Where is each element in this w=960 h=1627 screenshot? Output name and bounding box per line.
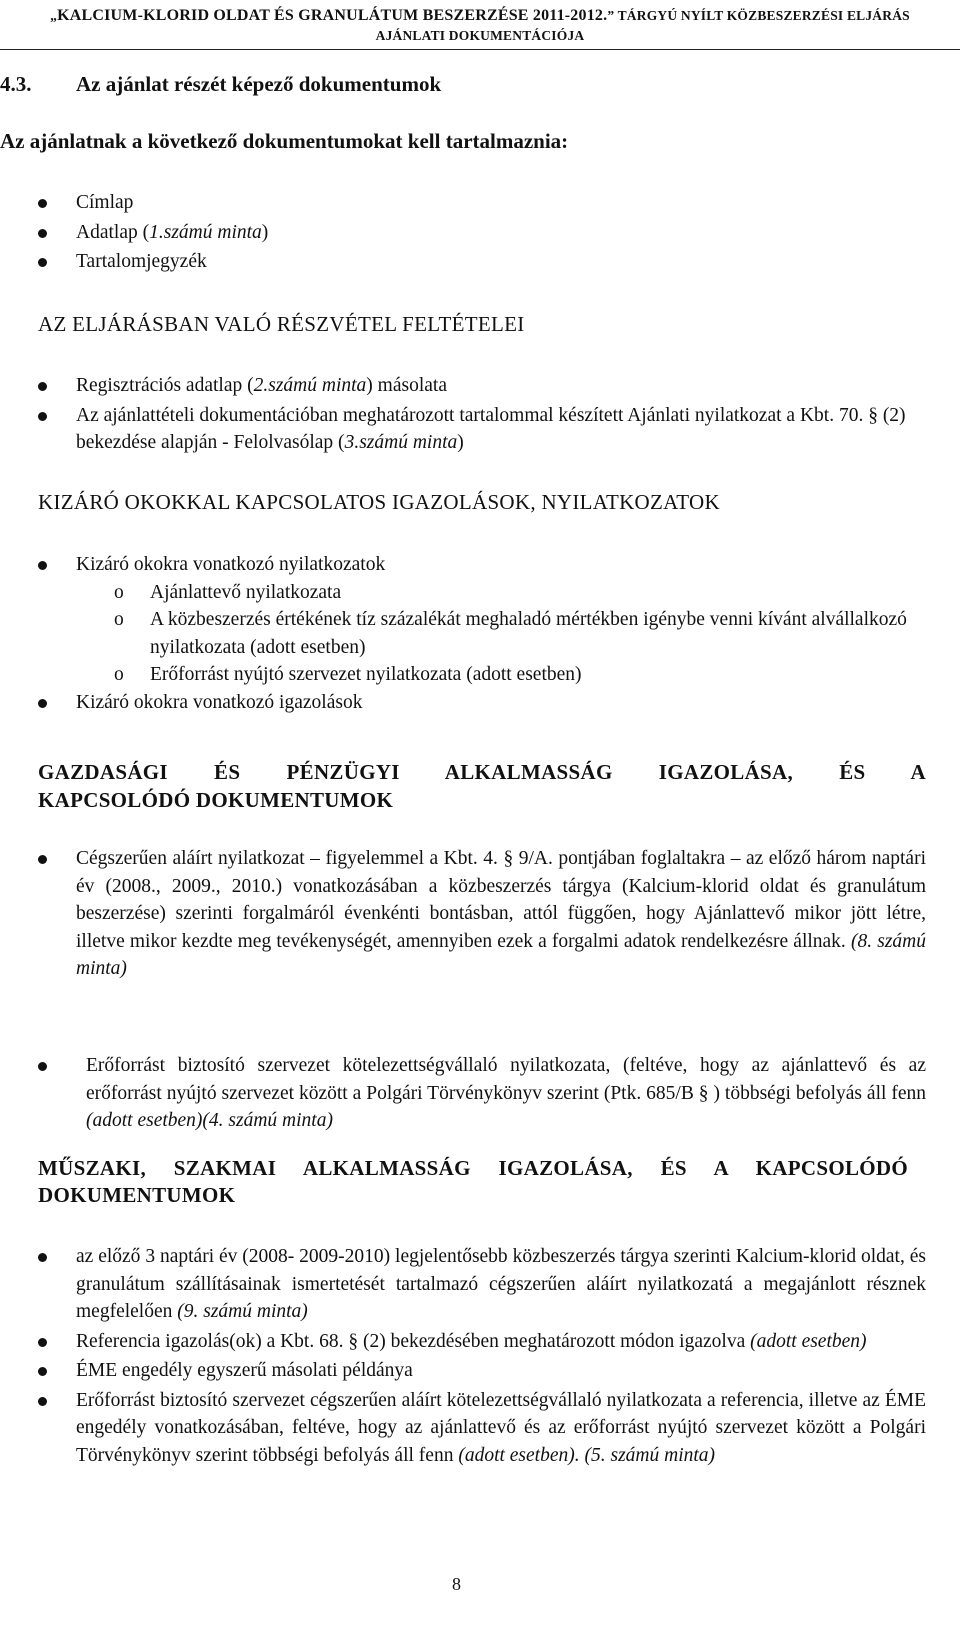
bullet-icon <box>38 1062 47 1071</box>
list-item-text: Kizáró okokra vonatkozó nyilatkozatok <box>76 554 386 575</box>
list-item-italic: (adott esetben) <box>750 1330 867 1352</box>
list-item <box>0 845 926 983</box>
heading-financial: GAZDASÁGI ÉS PÉNZÜGYI ALKALMASSÁG IGAZOLÁSA, ÉS A <box>38 760 926 784</box>
list-item-text: Regisztrációs adatlap ( <box>76 375 254 396</box>
section-title <box>0 72 441 97</box>
bullet-icon <box>38 258 47 267</box>
sub-list-item <box>0 606 926 661</box>
header-open-quote: „ <box>50 8 58 23</box>
list-item-text: Adatlap ( <box>76 221 150 243</box>
list-item <box>0 1243 926 1326</box>
section-number: 4.3. <box>0 72 32 96</box>
bullet-icon <box>38 412 47 421</box>
sub-list-item-text: Ajánlattevő nyilatkozata <box>150 581 342 603</box>
financial-list <box>0 845 960 983</box>
section-title-text: Az ajánlat részét képező dokumentumok <box>76 72 442 96</box>
sub-bullet-icon: o <box>114 664 124 685</box>
list-item <box>0 189 926 217</box>
exclusion-list <box>0 551 960 716</box>
list-item-italic: (9. számú minta) <box>177 1301 308 1322</box>
sub-bullet-icon: o <box>114 581 124 603</box>
header-title: KALCIUM-KLORID OLDAT ÉS GRANULÁTUM BESZERZÉSE 2011-2012. <box>57 7 608 24</box>
header-title-suffix: ” TÁRGYÚ NYÍLT KÖZBESZERZÉSI ELJÁRÁS <box>607 8 910 23</box>
list-item-text-end: ) <box>457 432 464 453</box>
list-item-text: Kizáró okokra vonatkozó igazolások <box>76 691 363 713</box>
list-item <box>0 1357 926 1385</box>
bullet-icon <box>38 199 47 208</box>
sub-list-item-text: Erőforrást nyújtó szervezet nyilatkozata (adott esetben) <box>150 664 582 685</box>
header-divider <box>0 49 960 50</box>
technical-list <box>0 1243 960 1469</box>
bullet-icon <box>38 1367 47 1376</box>
sub-list-item-text: A közbeszerzés értékének tíz százalékát meghaladó mértékben igénybe venni kívánt alvállalkozó nyilatkozata (adott esetben) <box>150 609 907 658</box>
document-header <box>0 6 960 46</box>
list-item <box>0 402 926 457</box>
bullet-icon <box>38 1253 47 1262</box>
list-item <box>0 1328 926 1356</box>
heading-exclusion: KIZÁRÓ OKOKKAL KAPCSOLATOS IGAZOLÁSOK, NYILATKOZATOK <box>38 490 720 514</box>
list-item <box>0 372 926 400</box>
bullet-icon <box>38 855 47 864</box>
list-item <box>0 551 926 579</box>
list-item-text: az előző 3 naptári év (2008- 2009-2010) legjelentősebb közbeszerzés tárgya szerinti Kalcium-klorid oldat, és granulátum szállításainak ismertetését tartalmazó cégszerűen aláírt nyilatkozatá a megajánlott résznek megfelelően <box>76 1246 926 1322</box>
list-item-text: Az ajánlattételi dokumentációban meghatározott tartalommal készített Ajánlati nyilatkozat a Kbt. 70. § (2) bekezdése alapján - Felolvasólap ( <box>76 404 906 453</box>
header-line-1 <box>0 6 960 26</box>
list-item-italic: 1.számú minta <box>149 221 262 243</box>
list-item-text: Referencia igazolás(ok) a Kbt. 68. § (2) bekezdésében meghatározott módon igazolva <box>76 1330 751 1352</box>
heading-participation: AZ ELJÁRÁSBAN VALÓ RÉSZVÉTEL FELTÉTELEI <box>38 312 525 336</box>
list-item-text: Erőforrást biztosító szervezet cégszerűen aláírt kötelezettségvállaló nyilatkozata a referencia, illetve az ÉME engedély vonatkozásában, feltéve, hogy az ajánlattevő és az erőforrást nyújtó szervezet között a Polgári Törvénykönyv szerint többségi befolyás áll fenn <box>76 1389 926 1466</box>
list-item-text: Címlap <box>76 192 134 213</box>
list-item-text: Tartalomjegyzék <box>76 251 207 272</box>
bullet-icon <box>38 561 47 570</box>
sub-list-item <box>0 579 926 607</box>
sub-list-item <box>0 661 926 689</box>
bullet-icon <box>38 382 47 391</box>
basic-documents-list <box>0 189 960 276</box>
list-item-text-end: ) <box>261 221 269 243</box>
list-item <box>0 1387 926 1470</box>
list-item-italic: (adott esetben). (5. számú minta) <box>458 1444 716 1466</box>
list-item-italic: (8. számú minta) <box>76 930 926 979</box>
heading-financial-2: KAPCSOLÓDÓ DOKUMENTUMOK <box>38 788 394 812</box>
list-item <box>0 689 926 717</box>
header-line-2: AJÁNLATI DOKUMENTÁCIÓJA <box>375 28 585 43</box>
list-item-text: ÉME engedély egyszerű másolati példánya <box>76 1360 413 1381</box>
sub-bullet-icon: o <box>114 609 124 630</box>
list-item-italic: 2.számú minta <box>253 375 367 396</box>
list-item <box>0 219 926 247</box>
page-number: 8 <box>452 1574 461 1594</box>
list-item <box>0 248 926 276</box>
list-item <box>0 1052 926 1135</box>
bullet-icon <box>38 699 47 708</box>
list-item-italic: (adott esetben)(4. számú minta) <box>86 1110 333 1131</box>
bullet-icon <box>38 1397 47 1406</box>
list-item-text: Cégszerűen aláírt nyilatkozat – figyelemmel a Kbt. 4. § 9/A. pontjában foglaltakra – az előző három naptári év (2008., 2009., 2010.) vonatkozásában a közbeszerzés tárgya (Kalcium-klorid oldat és granulátum beszerzése) szerinti forgalmáról évenkénti bontásban, attól függően, hogy Ajánlattevő mikor jött létre, illetve mikor kezdte meg tevékenységét, amennyiben ezek a forgalmi adatok rendelkezésre állnak. <box>76 848 926 952</box>
bullet-icon <box>38 229 47 238</box>
bullet-icon <box>38 1338 47 1347</box>
list-item-text-end: ) másolata <box>366 375 447 396</box>
section-intro: Az ajánlatnak a következő dokumentumokat kell tartalmaznia: <box>0 129 569 153</box>
financial-list-2 <box>0 1052 960 1135</box>
list-item-italic: 3.számú minta <box>344 432 458 453</box>
participation-list <box>0 372 960 457</box>
list-item-text: Erőforrást biztosító szervezet kötelezettségvállaló nyilatkozata, (feltéve, hogy az ajánlattevő és az erőforrást nyújtó szervezet között a Polgári Törvénykönyv szerint (Ptk. 685/B § ) többségi befolyás áll fenn <box>86 1055 926 1104</box>
heading-technical: MŰSZAKI, SZAKMAI ALKALMASSÁG IGAZOLÁSA, ÉS A KAPCSOLÓDÓ DOKUMENTUMOK <box>38 1156 908 1207</box>
